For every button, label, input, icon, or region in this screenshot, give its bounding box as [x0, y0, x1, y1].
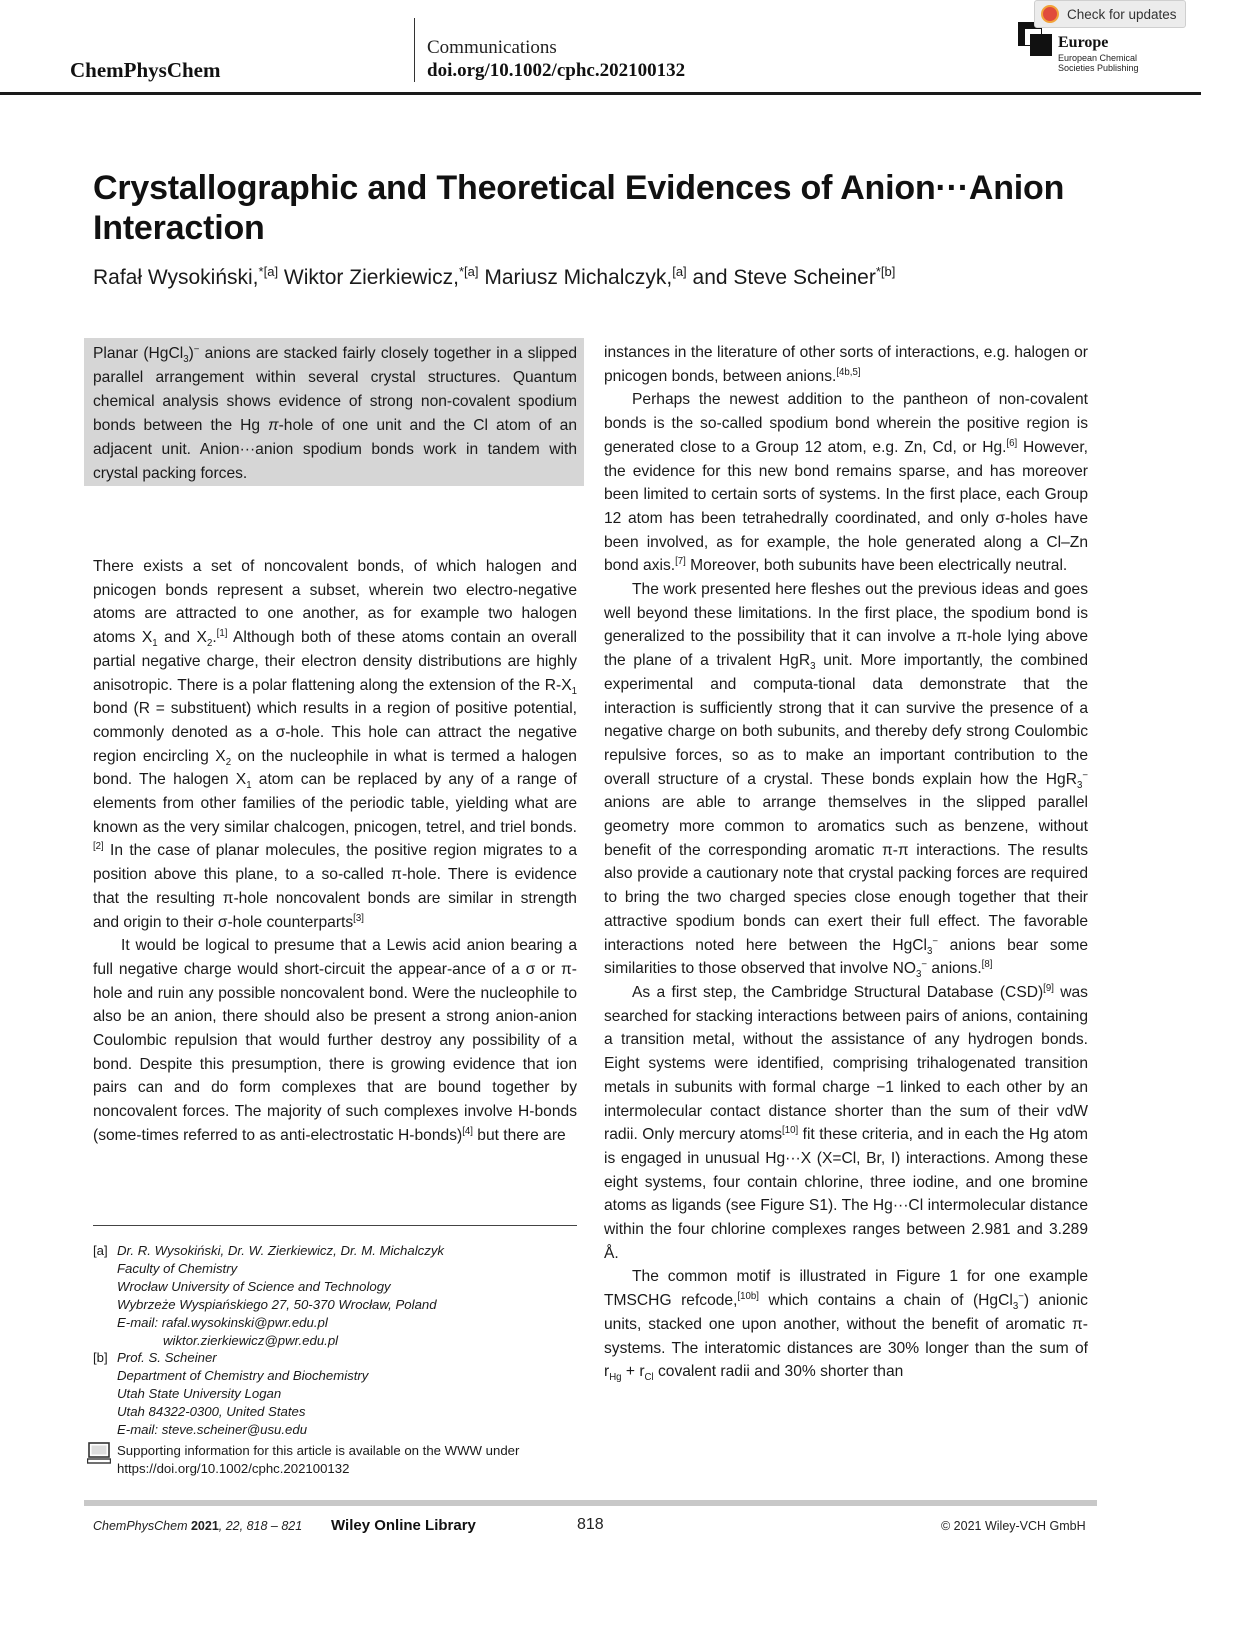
- footer-bar: [84, 1500, 1097, 1506]
- citation[interactable]: [9]: [1043, 982, 1054, 994]
- footer-citation: ChemPhysChem 2021, 22, 818 – 821: [93, 1519, 303, 1533]
- citation[interactable]: [10b]: [737, 1290, 759, 1302]
- supporting-information-text: Supporting information for this article is available on the WWW under https://doi.org/10.1002/cphc.202100132: [117, 1443, 520, 1476]
- paragraph: As a first step, the Cambridge Structural Database (CSD)[9] was searched for stacking interactions between pairs of anions, containing a transition metal, without the assistance of any hydrogen bonds. Eight systems were identified, comprising trihalogenated transition metals in subunits with formal charge −1 linked to each other by an intermolecular contact distance shorter than the sum of their vdW radii. Only mercury atoms[10] fit these criteria, and in each the Hg atom is engaged in unusual Hg···X (X=Cl, Br, I) interactions. Among these eight systems, four contain chlorine, three iodine, and one bromine atoms as ligands (see Figure S1). The Hg···Cl intermolecular distance within the four chlorine complexes ranges between 2.981 and 3.289 Å.: [604, 982, 1088, 1262]
- journal-name: ChemPhysChem: [70, 58, 221, 82]
- check-for-updates-button[interactable]: [1034, 0, 1186, 28]
- logo-wordmark: Europe: [1058, 34, 1109, 51]
- affiliations: [a] Dr. R. Wysokiński, Dr. W. Zierkiewicz, Dr. M. Michalczyk Faculty of Chemistry Wrocław University of Science and Technology Wybrzeże Wyspiańskiego 27, 50-370 Wrocław, Poland E-mail: rafal.wysokinski@pwr.edu.pl wiktor.zierkiewicz@pwr.edu.pl [b] Prof. S. Scheiner Department of Chemistry and Biochemistry Utah State University Logan Utah 84322-0300, United States E-mail: steve.scheiner@usu.edu: [93, 1242, 579, 1439]
- paragraph: Perhaps the newest addition to the pantheon of non-covalent bonds is the so-called spodium bond wherein the positive region is generated close to a Group 12 atom, e.g. Zn, Cd, or Hg.[6] However, the evidence for this new bond remains sparse, and has moreover been limited to certain sorts of systems. In the first place, each Group 12 atom has been tetrahedrally coordinated, and only σ-holes have been involved, as for example, the hole generated along a Cl–Zn bond axis.[7] Moreover, both subunits have been electrically neutral.: [604, 391, 1088, 575]
- email-link[interactable]: wiktor.zierkiewicz@pwr.edu.pl: [163, 1332, 339, 1348]
- author-affiliation-mark: *[a]: [458, 264, 479, 279]
- doi-link[interactable]: doi.org/10.1002/cphc.202100132: [427, 60, 686, 81]
- section-label: Communications: [427, 37, 557, 58]
- affiliation-b: [b] Prof. S. Scheiner: [93, 1350, 217, 1366]
- email-link[interactable]: E-mail: steve.scheiner@usu.edu: [117, 1422, 308, 1438]
- affiliation-a: [a] Dr. R. Wysokiński, Dr. W. Zierkiewicz, Dr. M. Michalczyk: [93, 1243, 445, 1258]
- citation[interactable]: [6]: [1006, 437, 1018, 449]
- supporting-information[interactable]: [87, 1442, 579, 1478]
- citation[interactable]: [8]: [981, 959, 993, 971]
- header-divider: [414, 18, 415, 82]
- paragraph: There exists a set of noncovalent bonds, of which halogen and pnicogen bonds represent a subset, wherein two electro-negative atoms are attracted to one another, as for example two halogen atoms $X_1$ and $X_2.[1]$ Although both of these atoms contain an overall partial negative charge, their electron density distributions are highly anisotropic. There is a polar flattening along the extension of the $R-X_1$ bond (R = substituent) which results in a region of positive potential, commonly denoted as a σ-hole. This hole can attract the negative region encircling $X_2$ on the nucleophile in what is termed a halogen bond. The halogen $X_1$ atom can be replaced by any of a range of elements from other families of the periodic table, yielding what are known as the very similar chalcogen, pnicogen, tetrel, and triel bonds.[2] In the case of planar molecules, the positive region migrates to a position above this plane, to a so-called π-hole. There is evidence that the resulting π-hole noncovalent bonds are similar in strength and origin to their σ-hole counterparts[3]: [93, 558, 578, 931]
- paragraph: It would be logical to presume that a Lewis acid anion bearing a full negative charge would short-circuit the appear-ance of a σ or π-hole and ruin any possible noncovalent bond. Were the nucleophile to also be an anion, there should also be present a strong anion-anion Coulombic repulsion that would further destroy any possibility of a bond. Despite this presumption, there is growing evidence that ion pairs can and do form complexes that are bound together by noncovalent forces. The majority of such complexes involve H-bonds (some-times referred to as anti-electrostatic H-bonds)[4] but there are: [93, 937, 577, 1144]
- paragraph: The work presented here fleshes out the previous ideas and goes well beyond these limitations. In the first place, the spodium bond is generalized to the possibility that it can involve a π-hole lying above the plane of a trivalent HgR$_3$ unit. More importantly, the combined experimental and computa-tional data demonstrate that the interaction is sufficiently strong that it can survive the presence of a negative charge on both subunits, and thereby defy strong Coulombic repulsive forces, so as to make an important contribution to the overall structure of a crystal. These bonds explain how the HgR$_3$− anions are able to arrange themselves in the slipped parallel geometry more common to aromatics such as benzene, without benefit of the corresponding aromatic π-π interactions. The results also provide a cautionary note that crystal packing forces are required to bring the two charged species close enough together that their attractive spodium bonds can exert their full effect. The favorable interactions noted here between the HgCl$_3$− anions bear some similarities to those observed that involve $NO_3^-$ anions.[8]: [604, 581, 1088, 981]
- header-rule: [0, 92, 1201, 95]
- author-name[interactable]: and Steve Scheiner: [692, 266, 876, 289]
- author-list: [93, 266, 1113, 290]
- body-left-column: [93, 555, 577, 1148]
- computer-icon: [87, 1442, 111, 1464]
- citation[interactable]: [4b,5]: [836, 366, 861, 378]
- author-name[interactable]: Mariusz Michalczyk,: [484, 266, 673, 289]
- abstract: Planar (HgCl$_3$)− anions are stacked fairly closely together in a slipped parallel arrangement within several crystal structures. Quantum chemical analysis shows evidence of strong non-covalent spodium bonds between the Hg π-hole of one unit and the Cl atom of an adjacent unit. Anion···anion spodium bonds work in tandem with crystal packing forces.: [93, 343, 577, 482]
- author-name[interactable]: Wiktor Zierkiewicz,: [283, 266, 459, 289]
- citation[interactable]: [4]: [462, 1125, 473, 1137]
- citation[interactable]: [10]: [782, 1125, 799, 1137]
- citation[interactable]: [2]: [93, 841, 104, 853]
- footnote-rule: [93, 1225, 577, 1226]
- body-right-column: [604, 341, 1088, 1384]
- author-name[interactable]: Rafał Wysokiński,: [93, 266, 259, 289]
- page-number: 818: [577, 1516, 604, 1533]
- author-affiliation-mark: *[a]: [258, 264, 279, 279]
- paragraph: instances in the literature of other sorts of interactions, e.g. halogen or pnicogen bonds, between anions.[4b,5]: [604, 344, 1088, 385]
- logo-subtitle-1: European Chemical: [1058, 53, 1138, 63]
- paragraph: The common motif is illustrated in Figure 1 for one example TMSCHG refcode,[10b] which contains a chain of (HgCl$_3$−) anionic units, stacked one upon another, without the benefit of aromatic π-systems. The interatomic distances are 30% longer than the sum of $r_{Hg} + r_{Cl}$ covalent radii and 30% shorter than: [604, 1268, 1088, 1384]
- check-updates-label: Check for updates: [1067, 6, 1177, 22]
- check-updates-icon: [1041, 5, 1059, 23]
- copyright: © 2021 Wiley-VCH GmbH: [941, 1519, 1086, 1533]
- wiley-online-library-link[interactable]: Wiley Online Library: [331, 1517, 476, 1534]
- author-affiliation-mark: *[b]: [875, 264, 896, 279]
- citation[interactable]: [3]: [353, 912, 364, 924]
- article-title: Crystallographic and Theoretical Evidences of Anion···Anion Interaction: [93, 169, 1065, 247]
- citation[interactable]: [7]: [675, 556, 686, 568]
- citation[interactable]: [1]: [216, 627, 228, 639]
- email-link[interactable]: E-mail: rafal.wysokinski@pwr.edu.pl: [117, 1314, 328, 1330]
- author-affiliation-mark: [a]: [672, 264, 687, 279]
- logo-subtitle-2: Societies Publishing: [1058, 63, 1139, 73]
